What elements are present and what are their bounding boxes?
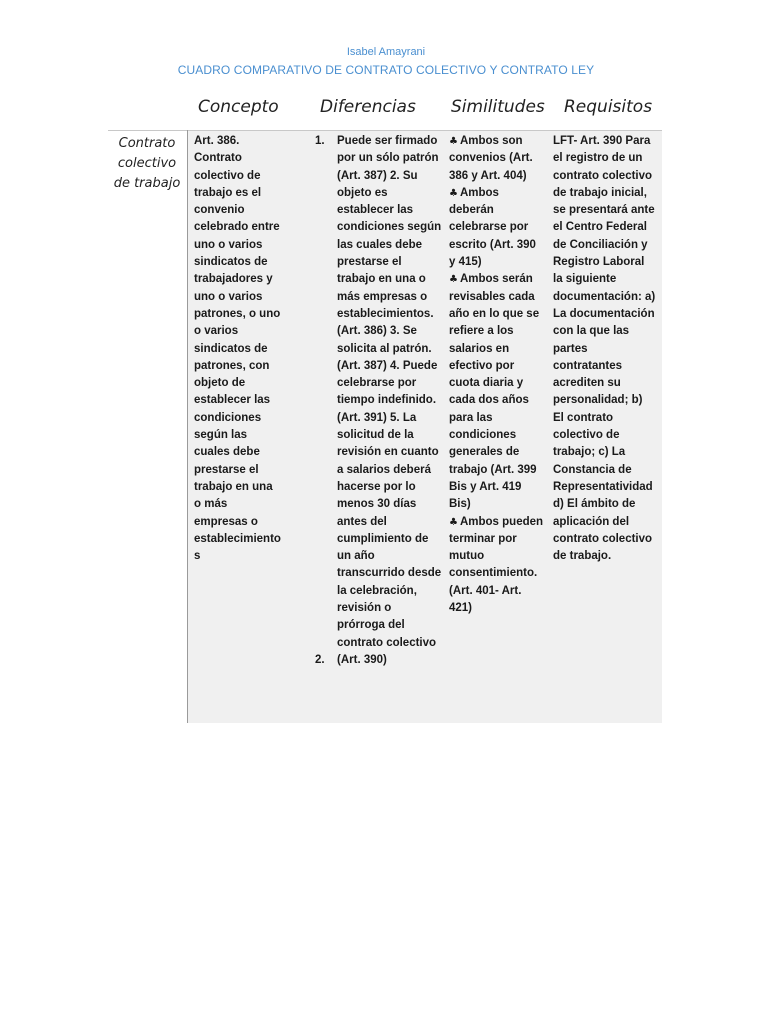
list-number: 1.: [315, 135, 325, 147]
similitud-item: [449, 514, 544, 618]
similitud-text: Ambos pueden terminar por mutuo consentimiento. (Art. 401- Art. 421): [449, 515, 544, 615]
table-column-divider: [187, 130, 188, 723]
similitud-text: Ambos deberán celebrarse por escrito (Art. 390 y 415): [449, 186, 536, 269]
column-header-concepto: Concepto: [198, 97, 279, 117]
cell-diferencias: [315, 133, 442, 669]
cell-similitudes: [449, 133, 544, 617]
row-label-contrato-colectivo: Contrato colectivo de trabajo: [113, 136, 181, 191]
similitud-item: [449, 271, 544, 513]
list-number: 2.: [315, 653, 325, 666]
column-header-requisitos: Requisitos: [564, 97, 653, 117]
list-item: [315, 652, 442, 669]
club-icon: ♣: [449, 274, 458, 286]
cell-concepto: Art. 386. Contrato colectivo de trabajo es el convenio celebrado entre uno o varios sindicatos de trabajadores y uno o varios patrones, o uno o varios sindicatos de patrones, con objeto de establecer las condiciones según las cuales debe prestarse el trabajo en una o más empresas o establecimientos: [194, 135, 281, 563]
similitud-text: Ambos son convenios (Art. 386 y Art. 404): [449, 135, 533, 182]
similitud-text: Ambos serán revisables cada año en lo que se refiere a los salarios en efectivo por cuota diaria y cada dos años para las condiciones generales de trabajo (Art. 399 Bis y Art. 419 Bis): [449, 273, 540, 511]
similitud-item: [449, 185, 544, 271]
list-item-text: (Art. 390): [337, 653, 387, 666]
column-header-diferencias: Diferencias: [320, 97, 416, 117]
cell-requisitos: LFT- Art. 390 Para el registro de un contrato colectivo de trabajo inicial, se presentará ante el Centro Federal de Conciliación y Registro Laboral la siguiente documentación: a) La documentación con la que las partes contratantes acrediten su personalidad; b) El contrato colectivo de trabajo; c) La Constancia de Representatividad d) El ámbito de aplicación del contrato colectivo de trabajo.: [553, 135, 656, 563]
similitud-item: [449, 133, 544, 185]
column-header-similitudes: Similitudes: [451, 97, 545, 117]
list-item: [315, 133, 442, 652]
club-icon: ♣: [449, 136, 458, 147]
list-item-text: Puede ser firmado por un sólo patrón (Art. 387) 2. Su objeto es establecer las condiciones según las cuales debe prestarse el trabajo en una o más empresas o establecimientos. (Art. 386) 3. Se solicita al patrón. (Art. 387) 4. Puede celebrarse por tiempo indefinido. (Art. 391) 5. La solicitud de la revisión en cuanto a salarios deberá hacerse por lo menos 30 días antes del cumplimiento de un año transcurrido desde la celebración, revisión o prórroga del contrato colectivo: [337, 135, 442, 649]
document-title: CUADRO COMPARATIVO DE CONTRATO COLECTIVO Y CONTRATO LEY: [177, 63, 595, 77]
author-name: Isabel Amayrani: [346, 46, 426, 58]
club-icon: ♣: [449, 516, 458, 528]
club-icon: ♣: [449, 187, 458, 199]
